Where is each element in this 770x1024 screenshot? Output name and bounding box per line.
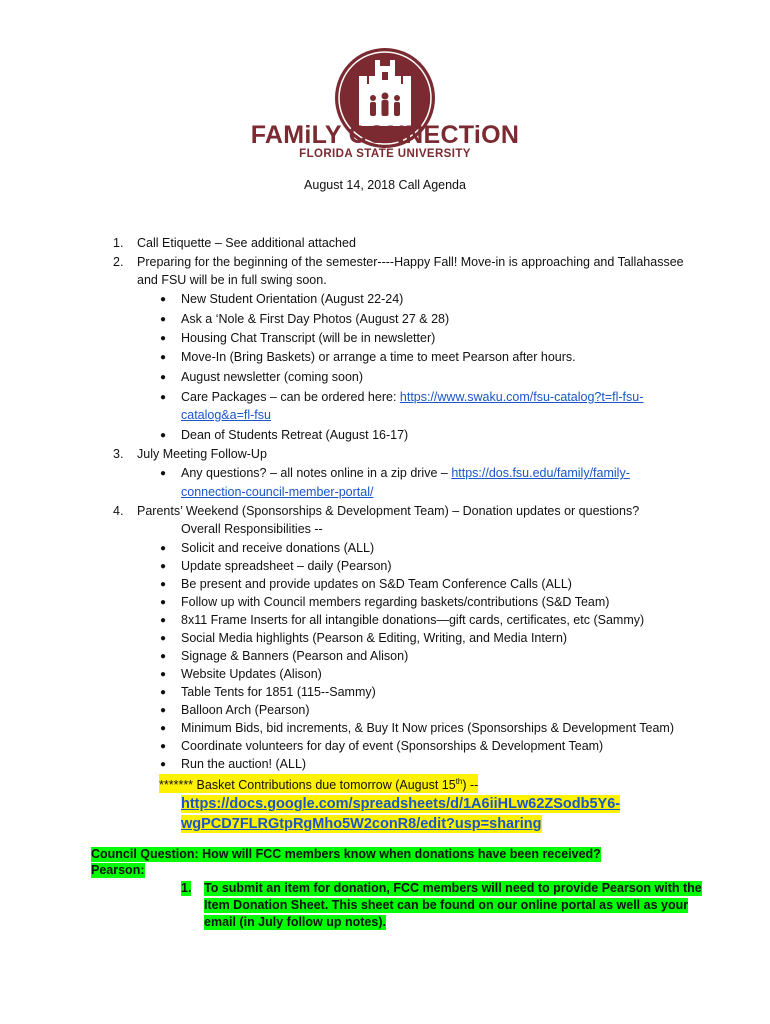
bullet-icon: ● [160,372,167,383]
list-item: August newsletter (coming soon) [181,370,364,384]
list-item: Minimum Bids, bid increments, & Buy It Now prices (Sponsorships & Development Team) [181,721,675,735]
item-text: July Meeting Follow-Up [137,447,267,461]
bullet-icon: ● [160,759,167,770]
bullet-icon: ● [160,615,167,626]
list-item: Run the auction! (ALL) [181,757,307,771]
list-item: Social Media highlights (Pearson & Editing, Writing, and Media Intern) [181,631,568,645]
bullet-icon: ● [160,561,167,572]
bullet-icon: ● [160,723,167,734]
brand-title: FAMiLY CONNECTiON [250,121,520,149]
list-item: Signage & Banners (Pearson and Alison) [181,649,409,663]
document-title: August 14, 2018 Call Agenda [304,178,466,192]
list-item: Update spreadsheet – daily (Pearson) [181,559,392,573]
bullet-icon: ● [160,543,167,554]
answer-number: 1. [181,881,192,895]
bullet-icon: ● [160,352,167,363]
care-packages-text: Care Packages – can be ordered here: [181,390,400,404]
item-text: Parents’ Weekend (Sponsorships & Development Team) – Donation updates or questions? [137,504,640,518]
item-number: 1. [113,236,124,250]
bullet-icon: ● [160,579,167,590]
answer-line: Item Donation Sheet. This sheet can be found on our online portal as well as your [204,898,689,912]
bullet-icon: ● [160,314,167,325]
brand-subtitle: FLORIDA STATE UNIVERSITY [299,148,471,160]
list-item: Be present and provide updates on S&D Team Conference Calls (ALL) [181,577,572,591]
basket-note-suffix: ) -- [462,778,479,793]
bullet-icon: ● [160,669,167,680]
care-packages-link-continued[interactable]: catalog&a=fl-fsu [181,408,271,422]
list-item: Ask a ‘Nole & First Day Photos (August 27 & 28) [181,312,450,326]
list-item: New Student Orientation (August 22-24) [181,292,404,306]
list-item: Dean of Students Retreat (August 16-17) [181,428,409,442]
item-number: 3. [113,447,124,461]
list-item: Table Tents for 1851 (115--Sammy) [181,685,376,699]
list-item: Solicit and receive donations (ALL) [181,541,375,555]
basket-note-text [159,774,478,793]
council-question: Council Question: How will FCC members know when donations have been received? [91,847,601,861]
item-text: Call Etiquette – See additional attached [137,236,356,250]
july-followup-item [181,466,630,481]
item-number: 2. [113,255,124,269]
bullet-icon: ● [160,333,167,344]
list-item: Housing Chat Transcript (will be in newsletter) [181,331,436,345]
bullet-icon: ● [160,597,167,608]
bullet-icon: ● [160,633,167,644]
basket-spreadsheet-link-continued[interactable]: wgPCD7FLRGtpRgMho5W2conR8/edit?usp=sharing [181,816,542,832]
basket-spreadsheet-link[interactable]: https://docs.google.com/spreadsheets/d/1A6iiHLw62ZSodb5Y6- [181,796,621,812]
list-item: Website Updates (Alison) [181,667,322,681]
item-number: 4. [113,504,124,518]
family-portal-link-continued[interactable]: connection-council-member-portal/ [181,485,374,499]
item-text: Preparing for the beginning of the semester----Happy Fall! Move-in is approaching and Tallahassee [137,255,684,269]
answer-line: To submit an item for donation, FCC members will need to provide Pearson with the [204,881,702,895]
list-item: Move-In (Bring Baskets) or arrange a time to meet Pearson after hours. [181,350,576,364]
bullet-icon: ● [160,741,167,752]
list-item: Follow up with Council members regarding baskets/contributions (S&D Team) [181,595,610,609]
list-item: 8x11 Frame Inserts for all intangible donations—gift cards, certificates, etc (Sammy) [181,613,645,627]
overall-responsibilities-heading: Overall Responsibilities -- [181,522,323,536]
list-item: Coordinate volunteers for day of event (Sponsorships & Development Team) [181,739,604,753]
bullet-icon: ● [160,392,167,403]
bullet-icon: ● [160,430,167,441]
bullet-icon: ● [160,294,167,305]
bullet-icon: ● [160,687,167,698]
bullet-icon: ● [160,468,167,479]
list-item: Balloon Arch (Pearson) [181,703,310,717]
basket-note-sup: th [455,777,463,786]
bullet-icon: ● [160,705,167,716]
item-text-continued: and FSU will be in full swing soon. [137,273,327,287]
bullet-icon: ● [160,651,167,662]
july-followup-text: Any questions? – all notes online in a zip drive – [181,466,452,480]
care-packages-link[interactable]: https://www.swaku.com/fsu-catalog?t=fl-fsu- [399,390,644,404]
council-respondent: Pearson: [91,863,145,877]
family-portal-link[interactable]: https://dos.fsu.edu/family/family- [451,466,630,480]
answer-line: email (in July follow up notes). [204,915,386,929]
basket-note-prefix: ******* Basket Contributions due tomorrow (August 15 [159,778,456,793]
care-packages-item [181,390,643,405]
